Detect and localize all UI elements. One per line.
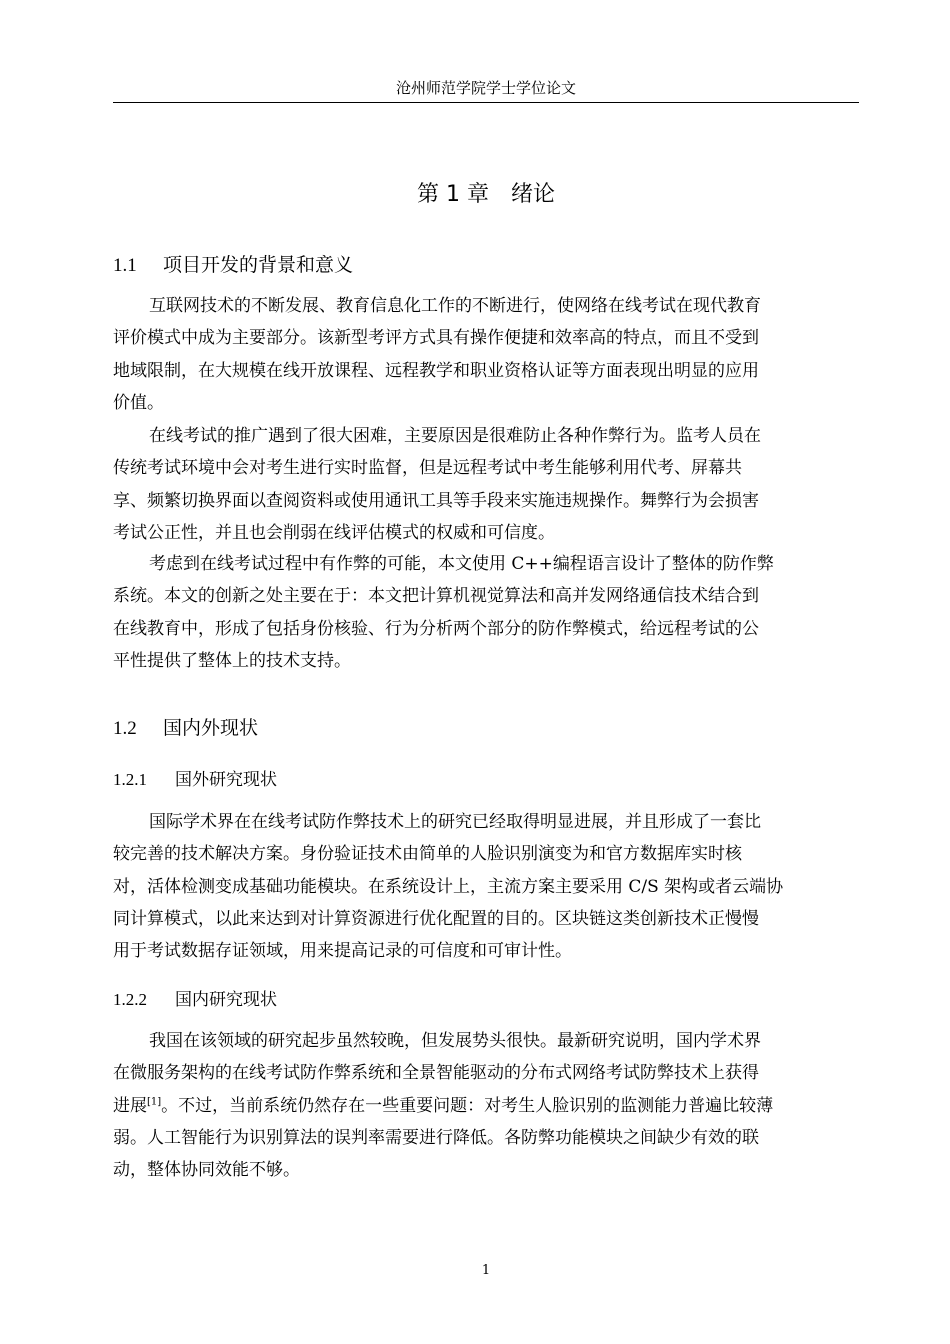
- text-line: 弱。人工智能行为识别算法的误判率需要进行降低。各防弊功能模块之间缺少有效的联: [113, 1127, 759, 1148]
- section-heading-1-2: [113, 715, 258, 742]
- section-title: 国内外现状: [163, 717, 259, 739]
- subsection-number: 1.2.2: [113, 990, 147, 1009]
- section-heading-1-1: [113, 252, 353, 279]
- paragraph-foreign-research: [113, 806, 859, 967]
- citation-reference[interactable]: [1]: [147, 1095, 162, 1107]
- text-line: 地域限制，在大规模在线开放课程、远程教学和职业资格认证等方面表现出明显的应用: [113, 360, 759, 381]
- text-line: 互联网技术的不断发展、教育信息化工作的不断进行，使网络在线考试在现代教育: [149, 296, 761, 316]
- section-number: 1.2: [113, 718, 137, 739]
- text-line: 考虑到在线考试过程中有作弊的可能，本文使用 C++编程语言设计了整体的防作弊: [149, 554, 774, 574]
- text-line: 在线教育中，形成了包括身份核验、行为分析两个部分的防作弊模式，给远程考试的公: [113, 618, 759, 639]
- running-header: 沧州师范学院学士学位论文: [395, 79, 576, 97]
- text-segment: 进展: [113, 1095, 147, 1116]
- text-line: 国际学术界在在线考试防作弊技术上的研究已经取得明显进展，并且形成了一套比: [149, 812, 761, 832]
- subsection-number: 1.2.1: [113, 770, 147, 789]
- header-rule: [113, 102, 859, 103]
- text-line: 在微服务架构的在线考试防作弊系统和全景智能驱动的分布式网络考试防弊技术上获得: [113, 1063, 759, 1084]
- text-line: 享、频繁切换界面以查阅资料或使用通讯工具等手段来实施违规操作。舞弊行为会损害: [113, 490, 759, 511]
- section-title: 项目开发的背景和意义: [163, 254, 354, 276]
- text-line: 在线考试的推广遇到了很大困难，主要原因是很难防止各种作弊行为。监考人员在: [149, 426, 761, 446]
- subsection-title: 国内研究现状: [175, 990, 277, 1010]
- subsection-heading-1-2-2: [113, 988, 277, 1012]
- text-line: 传统考试环境中会对考生进行实时监督，但是远程考试中考生能够利用代考、屏幕共: [113, 458, 742, 479]
- subsection-title: 国外研究现状: [175, 770, 277, 790]
- page-number: 1: [481, 1263, 491, 1278]
- subsection-heading-1-2-1: [113, 768, 277, 792]
- text-line: 考试公正性，并且也会削弱在线评估模式的权威和可信度。: [113, 522, 555, 543]
- paragraph-background-3: [113, 548, 859, 677]
- text-segment: 。不过，当前系统仍然存在一些重要问题：对考生人脸识别的监测能力普遍比较薄: [161, 1095, 774, 1116]
- text-line: 动，整体协同效能不够。: [113, 1160, 300, 1181]
- text-line: 价值。: [113, 392, 164, 413]
- text-line: 较完善的技术解决方案。身份验证技术由简单的人脸识别演变为和官方数据库实时核: [113, 844, 742, 865]
- section-number: 1.1: [113, 255, 137, 276]
- paragraph-domestic-research: [113, 1025, 859, 1186]
- text-line: 对，活体检测变成基础功能模块。在系统设计上，主流方案主要采用 C/S 架构或者云端协: [113, 876, 784, 897]
- text-line: 平性提供了整体上的技术支持。: [113, 650, 351, 671]
- text-line: 系统。本文的创新之处主要在于：本文把计算机视觉算法和高并发网络通信技术结合到: [113, 586, 759, 607]
- paragraph-background-1: [113, 290, 859, 419]
- text-line: [77, 1090, 859, 1122]
- text-line: 我国在该领域的研究起步虽然较晚，但发展势头很快。最新研究说明，国内学术界: [149, 1031, 761, 1051]
- text-line: 评价模式中成为主要部分。该新型考评方式具有操作便捷和效率高的特点，而且不受到: [113, 328, 759, 349]
- text-line: 用于考试数据存证领域，用来提高记录的可信度和可审计性。: [113, 941, 572, 962]
- text-line: 同计算模式，以此来达到对计算资源进行优化配置的目的。区块链这类创新技术正慢慢: [113, 908, 759, 929]
- chapter-title: 第 1 章 绪论: [417, 182, 555, 207]
- paragraph-background-2: [113, 420, 859, 549]
